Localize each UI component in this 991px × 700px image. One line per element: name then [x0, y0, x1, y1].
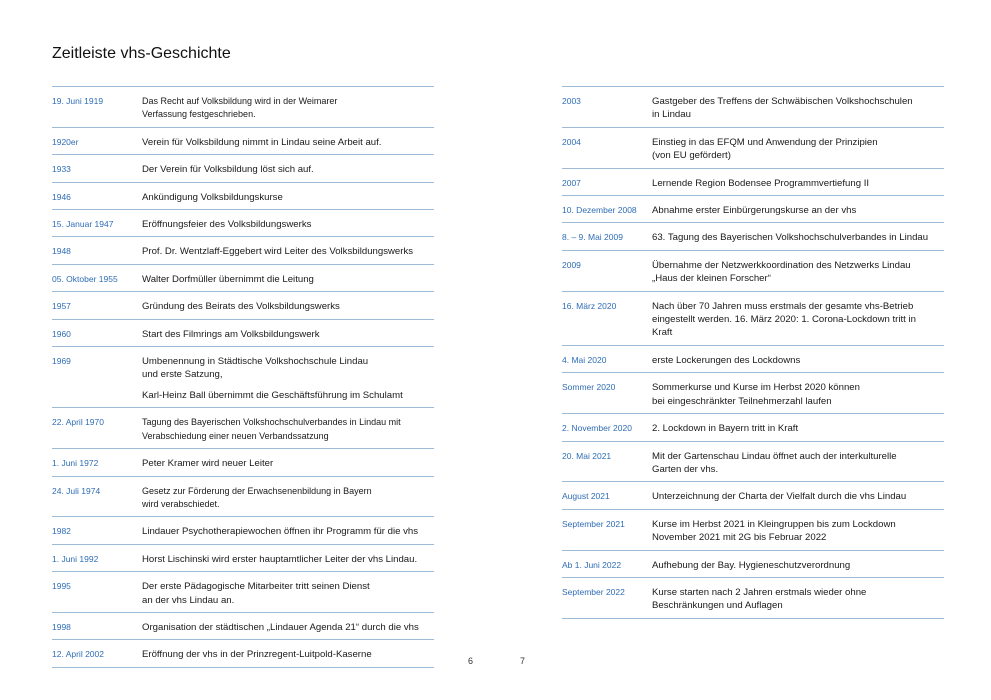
timeline-date: 2003 [562, 96, 581, 106]
description-line: Kraft [652, 327, 673, 339]
timeline-description [142, 218, 434, 231]
timeline-date: 1. Juni 1972 [52, 458, 99, 469]
timeline-description [142, 163, 434, 176]
description-line: wird verabschiedet. [142, 498, 220, 509]
timeline-entry [52, 155, 434, 182]
timeline-description [652, 95, 944, 122]
page-number-left: 6 [468, 656, 474, 666]
timeline-description [652, 177, 944, 190]
timeline-date: 1982 [52, 526, 71, 537]
description-line: Lindauer Psychotherapiewochen öffnen ihr Programm für die vhs [142, 526, 419, 538]
timeline-entry [52, 347, 434, 408]
description-line: bei eingeschränkter Teilnehmerzahl laufen [652, 395, 832, 407]
timeline-date: 1957 [52, 301, 71, 312]
timeline-description [652, 490, 944, 503]
timeline-entry [52, 517, 434, 544]
description-line: Garten der vhs. [652, 463, 719, 475]
timeline-description [142, 355, 434, 402]
description-line: Übernahme der Netzwerkkoordination des Netzwerks Lindau [652, 259, 911, 271]
description-line: Gastgeber des Treffens der Schwäbischen Volkshochschulen [652, 96, 913, 107]
description-line: Beschränkungen und Auflagen [652, 600, 783, 612]
timeline-date: 2004 [562, 136, 581, 147]
timeline-date: Sommer 2020 [562, 382, 616, 393]
description-line: Prof. Dr. Wentzlaff-Eggebert wird Leiter des Volksbildungswerks [142, 246, 414, 258]
description-line: Peter Kramer wird neuer Leiter [142, 458, 274, 470]
timeline-entry [52, 128, 434, 155]
timeline-date: Ab 1. Juni 2022 [562, 559, 622, 570]
description-line: November 2021 mit 2G bis Februar 2022 [652, 532, 827, 544]
description-line: Umbenennung in Städtische Volkshochschule Lindau [142, 356, 369, 368]
timeline-date: 1933 [52, 164, 71, 175]
timeline-date: 10. Dezember 2008 [562, 205, 637, 216]
description-line: Mit der Gartenschau Lindau öffnet auch der interkulturelle [652, 450, 897, 462]
timeline-right-column [562, 86, 944, 619]
timeline-entry [52, 237, 434, 264]
timeline-description [652, 450, 944, 477]
timeline-date: 05. Oktober 1955 [52, 273, 118, 284]
description-line: Kurse im Herbst 2021 in Kleingruppen bis zum Lockdown [652, 518, 896, 530]
timeline-date: 2009 [562, 259, 581, 270]
timeline-entry [52, 265, 434, 292]
timeline-entry [562, 251, 944, 292]
timeline-date: 1995 [52, 581, 71, 592]
timeline-description [142, 245, 434, 258]
timeline-date: 1. Juni 1992 [52, 553, 99, 564]
timeline-entry [562, 482, 944, 509]
timeline-date: 20. Mai 2021 [562, 450, 612, 461]
description-line: an der vhs Lindau an. [142, 594, 235, 606]
description-line: in Lindau [652, 109, 691, 121]
description-line: und erste Satzung, [142, 369, 223, 381]
timeline-entry [52, 640, 434, 667]
timeline-description [652, 231, 944, 244]
description-line: Abnahme erster Einbürgerungskurse an der vhs [652, 205, 857, 217]
timeline-description [142, 328, 434, 341]
description-line: Sommerkurse und Kurse im Herbst 2020 können [652, 382, 860, 394]
description-line: Aufhebung der Bay. Hygieneschutzverordnung [652, 559, 851, 571]
timeline-description [652, 354, 944, 367]
description-line: Nach über 70 Jahren muss erstmals der gesamte vhs-Betrieb [652, 300, 914, 312]
timeline-date: 1969 [52, 356, 71, 367]
description-line: Start des Filmrings am Volksbildungswerk [142, 328, 320, 340]
description-line: Kurse starten nach 2 Jahren erstmals wieder ohne [652, 586, 867, 598]
timeline-entry [52, 87, 434, 128]
description-line: Walter Dorfmüller übernimmt die Leitung [142, 273, 314, 285]
timeline-description [142, 648, 434, 661]
timeline-entry [562, 578, 944, 619]
timeline-date: 24. Juli 1974 [52, 485, 101, 496]
description-line: Ankündigung Volksbildungskurse [142, 191, 283, 203]
timeline-description [142, 191, 434, 204]
timeline-description [142, 416, 434, 443]
description-line: Lernende Region Bodensee Programmvertiefung II [652, 177, 870, 189]
timeline-description [652, 586, 944, 613]
timeline-date: 2. November 2020 [562, 423, 632, 434]
timeline-description [142, 525, 434, 538]
timeline-entry [52, 613, 434, 640]
timeline-entry [52, 183, 434, 210]
timeline-entry [562, 196, 944, 223]
timeline-entry [562, 551, 944, 578]
description-line: Einstieg in das EFQM und Anwendung der Prinzipien [652, 136, 878, 148]
timeline-date: 12. April 2002 [52, 649, 104, 660]
timeline-date: 1960 [52, 328, 71, 339]
timeline-date: 4. Mai 2020 [562, 354, 607, 365]
description-line: Der erste Pädagogische Mitarbeiter tritt seinen Dienst [142, 581, 370, 593]
description-line: Verein für Volksbildung nimmt in Lindau seine Arbeit auf. [142, 136, 382, 148]
timeline-description [652, 259, 944, 286]
timeline-description [142, 553, 434, 566]
timeline-description [142, 273, 434, 286]
timeline-date: 1920er [52, 136, 79, 147]
timeline-entry [562, 169, 944, 196]
description-line: eingestellt werden. 16. März 2020: 1. Corona-Lockdown tritt in [652, 314, 916, 326]
description-line: Der Verein für Volksbildung löst sich auf. [142, 164, 314, 176]
timeline-description [652, 204, 944, 217]
timeline-entry [562, 510, 944, 551]
timeline-description [652, 559, 944, 572]
description-line: Das Recht auf Volksbildung wird in der Weimarer [142, 96, 338, 106]
page-title: Zeitleiste vhs-Geschichte [52, 45, 231, 62]
timeline-entry [52, 408, 434, 449]
timeline-date: 1948 [52, 246, 71, 257]
timeline-description [652, 300, 944, 340]
timeline-date: August 2021 [562, 491, 610, 502]
timeline-date: 1998 [52, 621, 71, 632]
timeline-date: September 2021 [562, 518, 625, 529]
description-line: Eröffnung der vhs in der Prinzregent-Luitpold-Kaserne [142, 649, 372, 661]
timeline-left-column [52, 86, 434, 668]
timeline-entry [562, 373, 944, 414]
timeline-description [142, 136, 434, 149]
timeline-description [142, 580, 434, 607]
timeline-description [142, 300, 434, 313]
timeline-description [142, 485, 434, 512]
timeline-entry [562, 292, 944, 346]
description-line: Verabschiedung einer neuen Verbandssatzung [142, 430, 329, 441]
description-line: Unterzeichnung der Charta der Vielfalt durch die vhs Lindau [652, 491, 907, 503]
description-line: Organisation der städtischen „Lindauer Agenda 21“ durch die vhs [142, 621, 419, 633]
timeline-date: 22. April 1970 [52, 417, 104, 428]
timeline-entry [562, 223, 944, 250]
timeline-date: 8. – 9. Mai 2009 [562, 232, 623, 243]
timeline-description [142, 621, 434, 634]
timeline-description [652, 518, 944, 545]
timeline-date: September 2022 [562, 586, 625, 597]
description-line: Eröffnungsfeier des Volksbildungswerks [142, 219, 312, 231]
description-line: Tagung des Bayerischen Volkshochschulverbandes in Lindau mit [142, 417, 401, 428]
timeline-entry [52, 210, 434, 237]
timeline-date: 2007 [562, 177, 581, 188]
timeline-description [142, 457, 434, 470]
timeline-entry [562, 346, 944, 373]
description-line: 2. Lockdown in Bayern tritt in Kraft [652, 423, 799, 435]
timeline-entry [562, 414, 944, 441]
description-line: Gesetz zur Förderung der Erwachsenenbildung in Bayern [142, 485, 372, 496]
timeline-entry [52, 572, 434, 613]
timeline-description [652, 136, 944, 163]
timeline-entry [52, 320, 434, 347]
timeline-description [652, 422, 944, 435]
timeline-description [652, 381, 944, 408]
timeline-date: 16. März 2020 [562, 300, 617, 311]
timeline-entry [562, 128, 944, 169]
timeline-entry [562, 442, 944, 483]
timeline-entry [562, 87, 944, 128]
timeline-date: 19. Juni 1919 [52, 96, 104, 106]
timeline-description [142, 95, 434, 122]
page-number-right: 7 [520, 656, 526, 666]
description-line: Horst Lischinski wird erster hauptamtlicher Leiter der vhs Lindau. [142, 553, 418, 565]
description-line: Gründung des Beirats des Volksbildungswerks [142, 301, 340, 313]
description-line: (von EU gefördert) [652, 150, 731, 162]
timeline-entry [52, 545, 434, 572]
description-line: erste Lockerungen des Lockdowns [652, 354, 801, 366]
timeline-entry [52, 292, 434, 319]
description-line: Karl-Heinz Ball übernimmt die Geschäftsführung im Schulamt [142, 389, 403, 401]
timeline-entry [52, 477, 434, 518]
description-line: „Haus der kleinen Forscher“ [652, 273, 771, 285]
timeline-date: 15. Januar 1947 [52, 219, 114, 230]
timeline-entry [52, 449, 434, 476]
description-line: Verfassung festgeschrieben. [142, 109, 256, 120]
timeline-date: 1946 [52, 191, 71, 202]
description-line: 63. Tagung des Bayerischen Volkshochschulverbandes in Lindau [652, 232, 929, 244]
